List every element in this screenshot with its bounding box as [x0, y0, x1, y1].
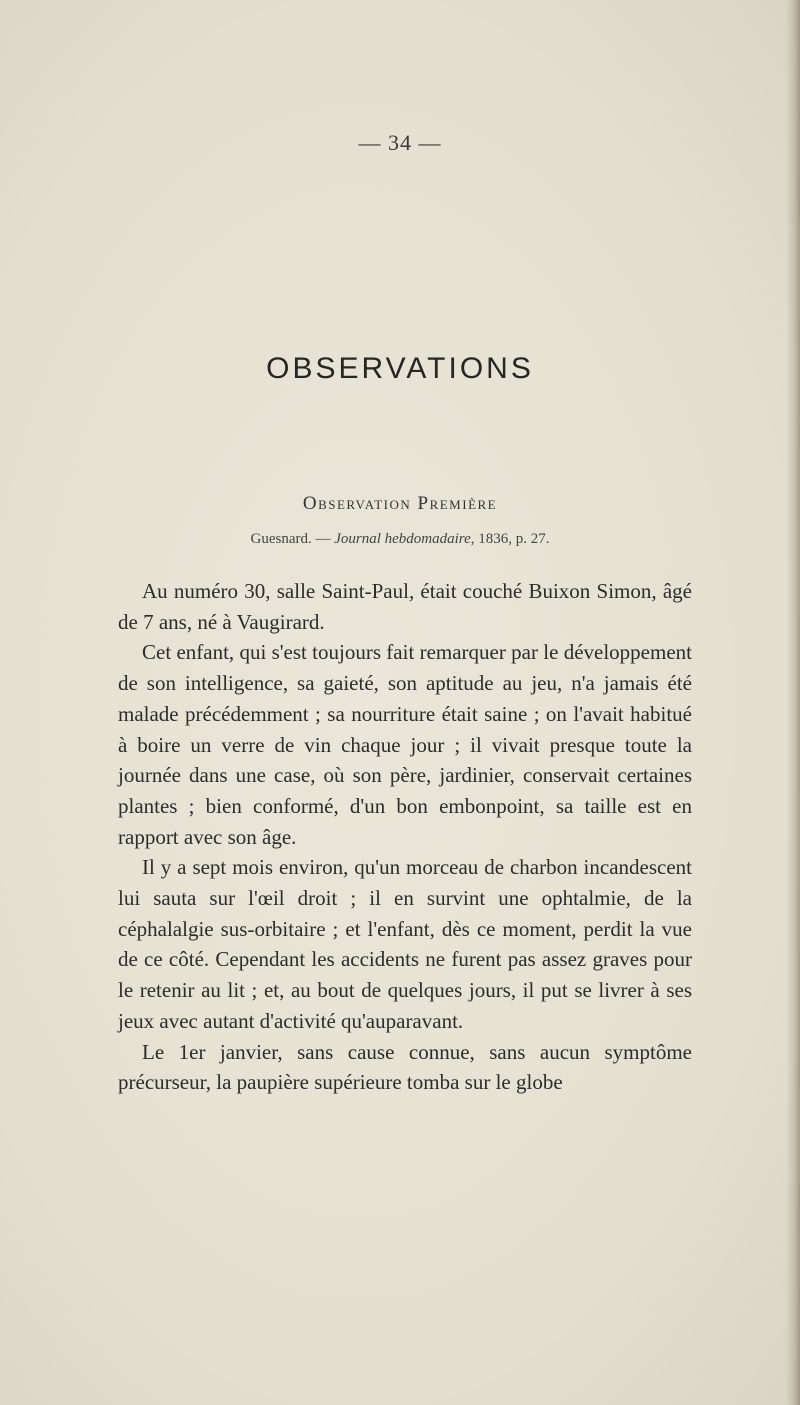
observation-title: Observation Première [302, 493, 498, 514]
citation-details: , 1836, p. 27. [470, 531, 550, 547]
section-heading: OBSERVATIONS [266, 352, 534, 385]
page-number: — 34 — [358, 130, 442, 155]
paragraph: Le 1er janvier, sans cause connue, sans aucun symptôme précurseur, la paupière supérieure tomba sur le globe [118, 1039, 692, 1095]
paragraph: Au numéro 30, salle Saint-Paul, était couché Buixon Simon, âgé de 7 ans, né à Vaugirard. [118, 579, 692, 634]
body-text [118, 576, 692, 1098]
paragraph: Cet enfant, qui s'est toujours fait remarquer par le développement de son intelligence, sa gaieté, son aptitude au jeu, n'a jamais été malade précédemment ; sa nourriture était saine ; on l'avait habitué à boire un verre de vin chaque jour ; il vivait presque toute la journée dans une case, où son père, jardinier, conservait certaines plantes ; bien conformé, d'un bon embonpoint, sa taille est en rapport avec son âge. [118, 640, 692, 849]
paragraph: Il y a sept mois environ, qu'un morceau de charbon incandescent lui sauta sur l'œil droit ; il en survint une ophtalmie, de la céphalalgie sus-orbitaire ; et l'enfant, dès ce moment, perdit la vue de ce côté. Cependant les accidents ne furent pas assez graves pour le retenir au lit ; et, au bout de quelques jours, il put se livrer à ses jeux avec autant d'activité qu'auparavant. [118, 855, 692, 1033]
page-edge-shadow [786, 0, 800, 1405]
citation [0, 531, 800, 548]
citation-journal: Journal hebdomadaire [334, 531, 471, 547]
citation-author: Guesnard. — [250, 531, 331, 547]
